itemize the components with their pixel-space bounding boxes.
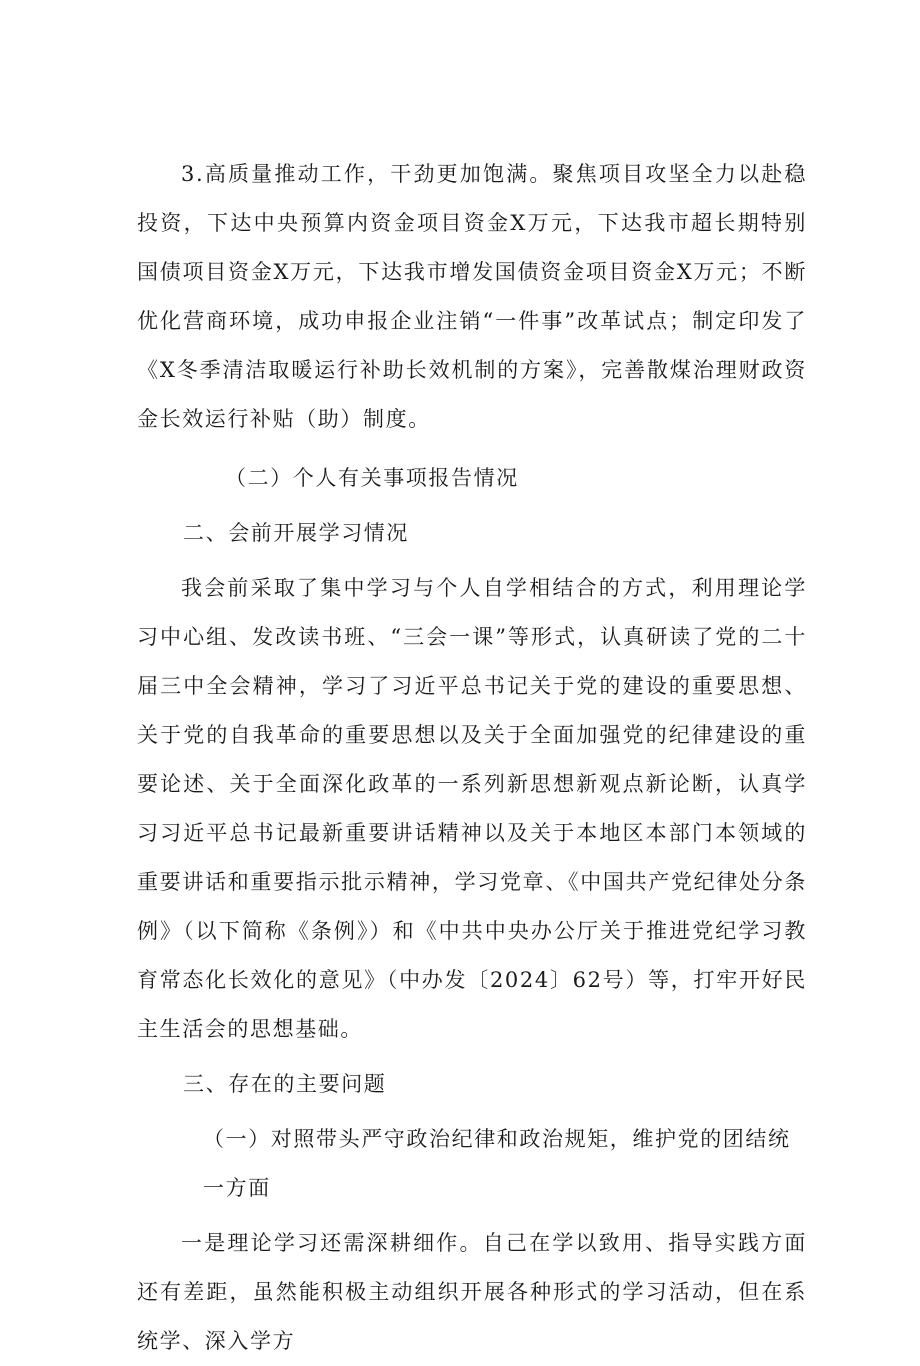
paragraph-study: 我会前采取了集中学习与个人自学相结合的方式，利用理论学习中心组、发改读书班、“三会一课”等形式，认真研读了党的二十届三中全会精神，学习了习近平总书记关于党的建设的重要思想、关于党的自我革命的重要思想以及关于全面加强党的纪律建设的重要论述、关于全面深化政革的一系列新思想新观点新论断，认真学习习近平总书记最新重要讲话精神以及关于本地区本部门本领域的重要讲话和重要指示批示精神，学习党章、《中国共产党纪律处分条例》（以下简称《条例》）和《中共中央办公厅关于推进党纪学习教育常态化长效化的意见》（中办发〔2024〕62号）等，打牢开好民主生活会的思想基础。: [137, 576, 807, 1041]
heading-main-problems: 三、存在的主要问题: [183, 1072, 387, 1096]
paragraph-work-progress: 3.高质量推动工作，干劲更加饱满。聚焦项目攻坚全力以赴稳投资，下达中央预算内资金项目资金X万元，下达我市超长期特别国债项目资金X万元，下达我市增发国债资金项目资金X万元；不断优化营商环境，成功申报企业注销“一件事”改革试点；制定印发了《X冬季清洁取暖运行补助长效机制的方案》，完善散煤治理财政资金长效运行补贴（助）制度。: [137, 162, 808, 431]
paragraph-theory-study: 一是理论学习还需深耕细作。自己在学以致用、指导实践方面还有差距，虽然能积极主动组织开展各种形式的学习活动，但在系统学、深入学方: [137, 1231, 807, 1353]
heading-pre-meeting-study: 二、会前开展学习情况: [183, 521, 409, 545]
heading-personal-report: （二）个人有关事项报告情况: [225, 466, 519, 490]
spacer: [137, 444, 807, 454]
heading-political-discipline: （一）对照带头严守政治纪律和政治规矩，维护党的团结统一方面: [203, 1127, 791, 1200]
document-body: [137, 150, 807, 1366]
